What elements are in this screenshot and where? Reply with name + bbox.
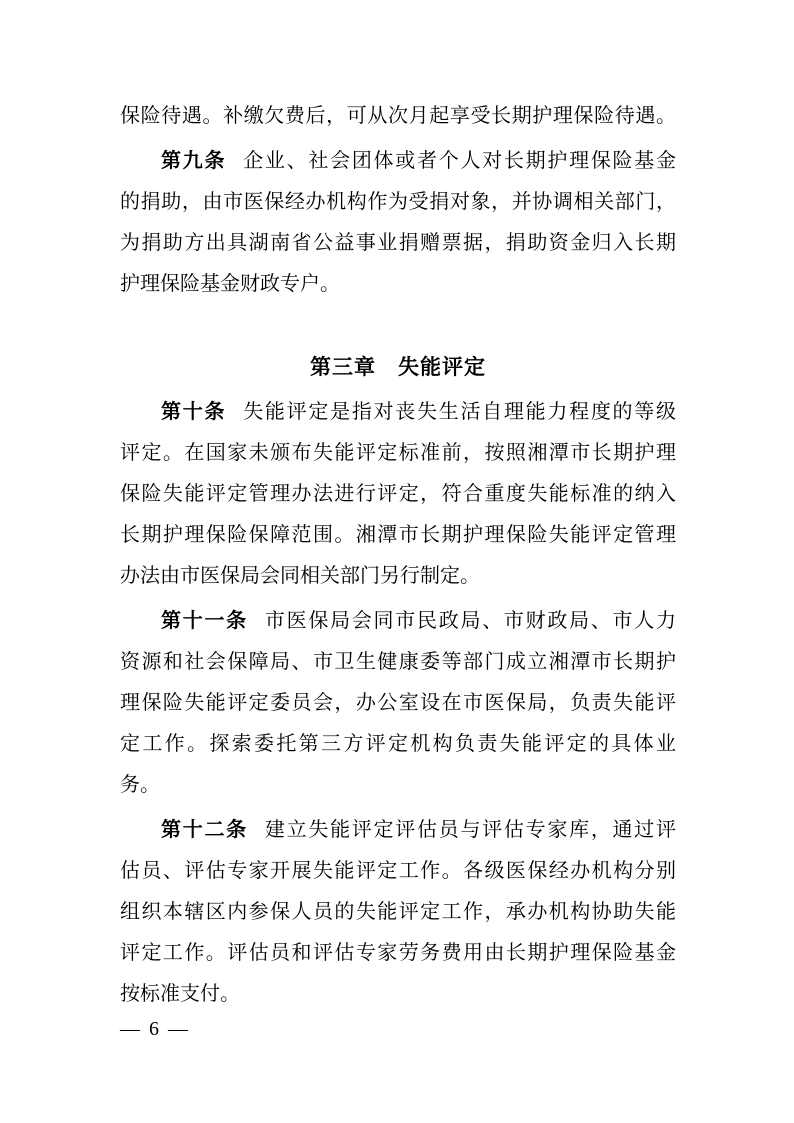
article-number: 第九条 <box>161 150 227 172</box>
line-text: 评定工作。评估员和评估专家劳务费用由长期护理保险基金 <box>120 942 676 964</box>
paragraph <box>120 96 676 137</box>
text-line <box>120 892 676 933</box>
text-line <box>120 392 676 433</box>
line-text: 企业、社会团体或者个人对长期护理保险基金 <box>243 150 676 172</box>
line-text: 估员、评估专家开展失能评定工作。各级医保经办机构分别 <box>120 860 676 882</box>
text-line <box>120 851 676 892</box>
text-line <box>120 556 676 597</box>
line-text: 务。 <box>120 774 160 796</box>
text-line <box>120 223 676 264</box>
text-line <box>120 515 676 556</box>
paragraph <box>120 810 676 1015</box>
paragraph <box>120 141 676 305</box>
line-text: 保险失能评定管理办法进行评定，符合重度失能标准的纳入 <box>120 483 676 505</box>
document-content <box>120 96 676 1015</box>
line-text: 评定。在国家未颁布失能评定标准前，按照湘潭市长期护理 <box>120 442 676 464</box>
text-line <box>120 974 676 1015</box>
text-line <box>120 765 676 806</box>
line-text: 办法由市医保局会同相关部门另行制定。 <box>120 565 480 587</box>
paragraph <box>120 601 676 806</box>
text-line <box>120 642 676 683</box>
text-line <box>120 810 676 851</box>
line-text: 失能评定是指对丧失生活自理能力程度的等级 <box>243 401 676 423</box>
text-line <box>120 264 676 305</box>
line-text: 组织本辖区内参保人员的失能评定工作，承办机构协助失能 <box>120 901 676 923</box>
page-number: — 6 — <box>120 1018 190 1040</box>
text-line <box>120 933 676 974</box>
line-text: 资源和社会保障局、市卫生健康委等部门成立湘潭市长期护 <box>120 651 676 673</box>
paragraph <box>120 392 676 597</box>
article-number: 第十条 <box>161 401 227 423</box>
line-text: 为捐助方出具湖南省公益事业捐赠票据，捐助资金归入长期 <box>120 232 676 254</box>
text-line <box>120 182 676 223</box>
chapter-heading: 第三章 失能评定 <box>310 355 486 379</box>
line-text: 市医保局会同市民政局、市财政局、市人力 <box>264 610 676 632</box>
article-number: 第十一条 <box>161 610 248 632</box>
text-line <box>120 683 676 724</box>
text-line <box>120 141 676 182</box>
text-line <box>120 724 676 765</box>
line-text: 护理保险基金财政专户。 <box>120 273 340 295</box>
text-line <box>120 601 676 642</box>
text-line <box>120 433 676 474</box>
line-text: 定工作。探索委托第三方评定机构负责失能评定的具体业 <box>120 733 676 755</box>
line-text: 长期护理保险保障范围。湘潭市长期护理保险失能评定管理 <box>120 524 676 546</box>
text-line <box>120 474 676 515</box>
line-text: 按标准支付。 <box>120 983 240 1005</box>
line-text: 保险待遇。补缴欠费后，可从次月起享受长期护理保险待遇。 <box>120 105 676 127</box>
line-text: 建立失能评定评估员与评估专家库，通过评 <box>264 819 676 841</box>
text-line <box>120 96 676 137</box>
article-number: 第十二条 <box>161 819 248 841</box>
page-footer <box>120 1018 190 1041</box>
line-text: 理保险失能评定委员会，办公室设在市医保局，负责失能评 <box>120 692 676 714</box>
line-text: 的捐助，由市医保经办机构作为受捐对象，并协调相关部门， <box>120 191 676 213</box>
